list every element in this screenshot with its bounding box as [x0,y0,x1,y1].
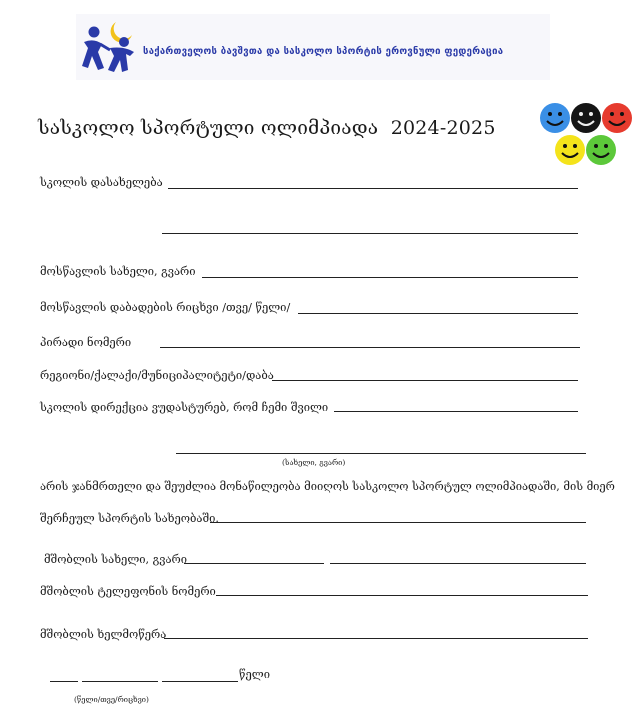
school-name-label: სკოლის დასახელება [40,176,163,189]
year-suffix-label: წელი [239,668,270,681]
birth-date-field[interactable] [298,313,578,314]
parent-name-label: მშობლის სახელი, გვარი [44,553,187,566]
region-field[interactable] [272,380,578,381]
smiley-red-icon [602,103,632,133]
name-surname-note: (სახელი, გვარი) [282,458,346,467]
student-name-label: მოსწავლის სახელი, გვარი [40,265,196,278]
date-day-field[interactable] [50,681,78,682]
director-confirms-field[interactable] [334,411,578,412]
personal-number-label: პირადი ნომერი [40,336,132,349]
smiley-green-icon [586,135,616,165]
school-name-field[interactable] [168,188,578,189]
parent-signature-field[interactable] [164,638,588,639]
smiley-blue-icon [540,103,570,133]
personal-number-field[interactable] [160,347,580,348]
director-confirms-label: სკოლის დირექცია ვუდასტურებ, რომ ჩემი შვილი [40,401,329,414]
parent-name-field[interactable] [184,563,324,564]
federation-name: საქართველოს ბავშვთა და სასკოლო სპორტის ეროვნული ფედერაცია [143,46,504,57]
smiley-black-icon [571,103,601,133]
student-name-field[interactable] [202,277,578,278]
smiley-faces-image [536,98,636,170]
parent-signature-label: მშობლის ხელმოწერა [40,628,167,641]
health-statement-line1: არის ჯანმრთელი და შეუძლია მონაწილეობა მიიღოს სასკოლო სპორტულ ოლიმპიადაში, მის მიერ [40,480,615,493]
date-format-note: (წელი/თვე/რიცხვი) [74,695,149,704]
federation-logo [80,18,144,76]
birth-date-label: მოსწავლის დაბადების რიცხვი /თვე/ წელი/ [40,301,291,314]
page-title [38,117,496,139]
region-label: რეგიონი/ქალაქი/მუნიციპალიტეტი/დაბა [40,369,274,382]
smiley-yellow-icon [555,135,585,165]
date-year-field[interactable] [162,681,238,682]
title-year: 2024-2025 [390,117,496,139]
date-month-field[interactable] [82,681,158,682]
title-text: სასკოლო სპორტული ოლიმპიადა [38,117,379,139]
parent-phone-label: მშობლის ტელეფონის ნომერი [40,585,216,598]
sport-type-field[interactable] [210,522,586,523]
parent-phone-field[interactable] [216,595,588,596]
health-statement-line2: შერჩეულ სპორტის სახეობაში. [40,512,219,525]
school-name-field-line2[interactable] [162,233,578,234]
parent-surname-field[interactable] [330,563,586,564]
child-name-field[interactable] [176,453,586,454]
